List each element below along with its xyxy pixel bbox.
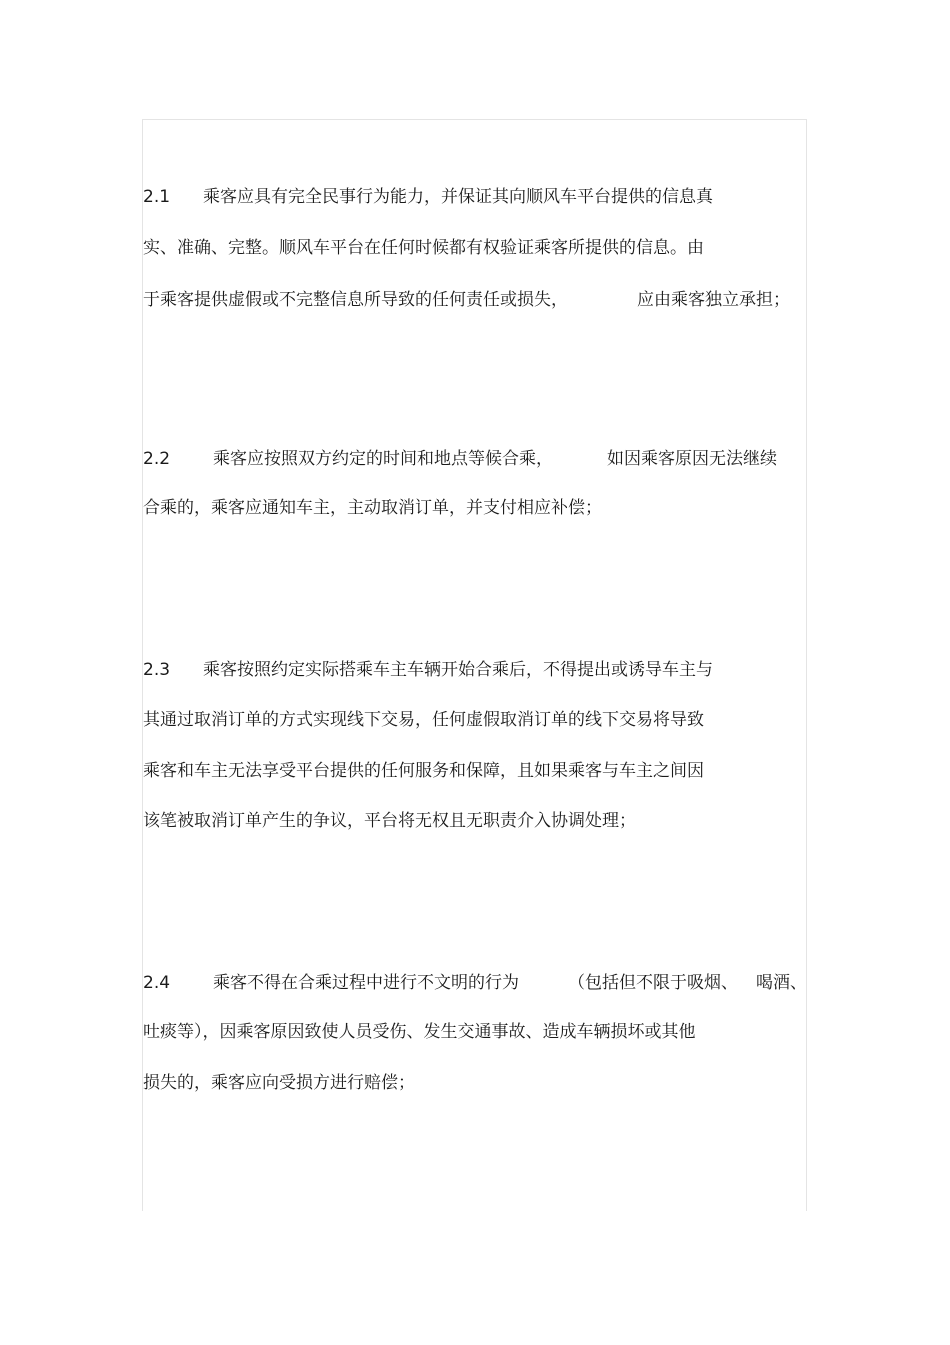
- clause-number-2-1: 2.1: [143, 187, 171, 207]
- clause-2-1-line-2: 实、准确、完整。顺风车平台在任何时候都有权验证乘客所提供的信息。由: [143, 238, 704, 258]
- clause-2-1-line-3b: 应由乘客独立承担；: [637, 290, 790, 310]
- clause-number-2-4: 2.4: [143, 973, 171, 993]
- clause-2-4-line-1b: （包括但不限于吸烟、: [568, 973, 738, 993]
- clause-2-3-line-2: 其通过取消订单的方式实现线下交易，任何虚假取消订单的线下交易将导致: [143, 710, 704, 730]
- clause-2-1-line-1: 乘客应具有完全民事行为能力，并保证其向顺风车平台提供的信息真: [203, 187, 713, 207]
- clause-2-3-line-3: 乘客和车主无法享受平台提供的任何服务和保障，且如果乘客与车主之间因: [143, 761, 704, 781]
- clause-number-2-2: 2.2: [143, 449, 171, 469]
- clause-2-4-line-1c: 喝酒、: [756, 973, 807, 993]
- clause-2-2-line-1a: 乘客应按照双方约定的时间和地点等候合乘，: [213, 449, 553, 469]
- clause-number-2-3: 2.3: [143, 660, 171, 680]
- clause-2-4-line-1a: 乘客不得在合乘过程中进行不文明的行为: [213, 973, 519, 993]
- clause-2-4-line-3: 损失的，乘客应向受损方进行赔偿；: [143, 1073, 415, 1093]
- clause-2-2-line-1b: 如因乘客原因无法继续: [607, 449, 777, 469]
- clause-2-4-line-2: 吐痰等），因乘客原因致使人员受伤、发生交通事故、造成车辆损坏或其他: [143, 1022, 696, 1042]
- clause-2-1-line-3a: 于乘客提供虚假或不完整信息所导致的任何责任或损失，: [143, 290, 568, 310]
- clause-2-3-line-4: 该笔被取消订单产生的争议，平台将无权且无职责介入协调处理；: [143, 811, 636, 831]
- clause-2-2-line-2: 合乘的，乘客应通知车主，主动取消订单，并支付相应补偿；: [143, 498, 602, 518]
- clause-2-3-line-1: 乘客按照约定实际搭乘车主车辆开始合乘后，不得提出或诱导车主与: [203, 660, 713, 680]
